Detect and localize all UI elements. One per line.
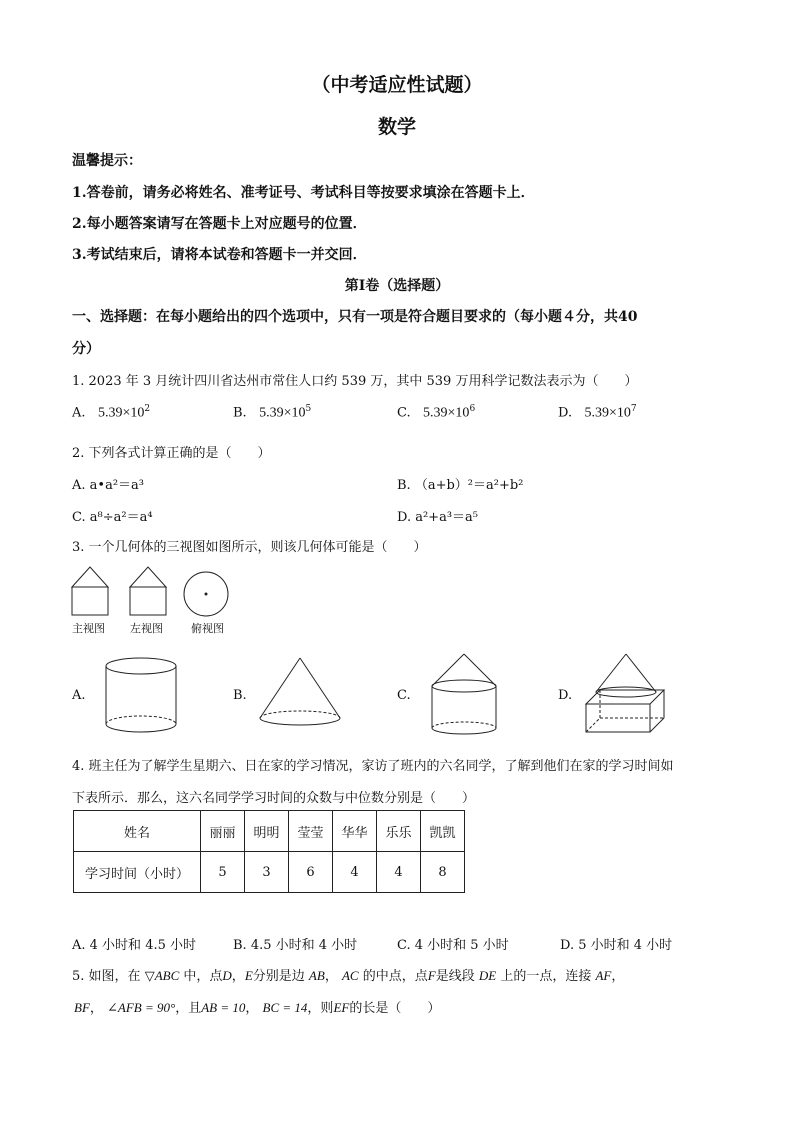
q1-option-c [397, 404, 475, 421]
volume-title: 第Ⅰ卷（选择题） [344, 278, 450, 294]
table-cell: 3 [245, 852, 289, 893]
q2-option-a: A. a•a²＝a³ [72, 478, 144, 493]
section-heading: 一、选择题：在每小题给出的四个选项中，只有一项是符合题目要求的（每小题４分，共40 [72, 309, 638, 325]
q5-equation: BC = 14 [262, 1000, 308, 1015]
q5-segment: AC [341, 968, 359, 983]
q5-text: ， [231, 969, 245, 984]
view-label-front: 主视图 [72, 622, 105, 635]
q2-option-b: B. （a+b）²＝a²+b² [397, 478, 524, 493]
q4-stem: 4. 班主任为了解学生星期六、日在家的学习情况，家访了班内的六名同学，了解到他们在家的学习时间如 [72, 759, 674, 774]
q2-option-d: D. a²+a³＝a⁵ [397, 510, 479, 525]
option-value: 5.39×10 [423, 405, 470, 421]
cone-on-cube-figure [584, 652, 668, 736]
option-value: 5.39×10 [584, 405, 631, 421]
study-time-table [73, 810, 465, 893]
table-header-row [74, 811, 465, 852]
option-label: C. [397, 405, 411, 421]
q5-point: D [222, 968, 232, 983]
table-row [74, 852, 465, 893]
q3-option-b-label: B. [233, 688, 247, 703]
q4-option-d: D. 5 小时和 4 小时 [560, 938, 673, 953]
cone-figure [258, 656, 342, 728]
q5-text: 上的一点，连接 [500, 969, 592, 984]
q4-option-c: C. 4 小时和 5 小时 [397, 938, 509, 953]
option-label: D. [558, 405, 573, 421]
view-label-top: 俯视图 [191, 622, 224, 635]
q5-triangle: ABC [154, 968, 180, 983]
option-label: A. [72, 405, 86, 421]
q3-stem: 3. 一个几何体的三视图如图所示，则该几何体可能是（ ） [72, 540, 427, 555]
section-heading-cont: 分） [72, 341, 100, 357]
q5-text: 中，点 [183, 969, 223, 984]
table-header-cell: 华华 [333, 811, 377, 852]
q1-option-a [72, 404, 150, 421]
tip-item-2: 2.每小题答案请写在答题卡上对应题号的位置． [72, 216, 367, 232]
q5-segment: AB [308, 968, 325, 983]
q5-text: 是线段 [435, 969, 475, 984]
q2-stem: 2. 下列各式计算正确的是（ ） [72, 446, 271, 461]
q4-option-b: B. 4.5 小时和 4 小时 [233, 938, 358, 953]
tip-item-1: 1.答卷前，请务必将姓名、准考证号、考试科目等按要求填涂在答题卡上． [72, 185, 535, 201]
q3-option-d-label: D. [558, 688, 573, 703]
cone-on-cylinder-figure [430, 652, 498, 738]
q5-stem-cont: BF， ∠AFB = 90°，且AB = 10， BC = 14，则EF的长是（ ） [74, 1000, 441, 1016]
q5-angle: ∠AFB = 90° [107, 1000, 176, 1015]
q1-option-d [558, 404, 637, 421]
table-cell: 4 [377, 852, 421, 893]
q5-segment: AF [595, 968, 612, 983]
table-header-cell: 明明 [245, 811, 289, 852]
table-cell: 5 [201, 852, 245, 893]
q4-option-a: A. 4 小时和 4.5 小时 [72, 938, 196, 953]
q5-segment: EF [333, 1000, 350, 1015]
option-label: B. [233, 405, 247, 421]
paper-title: （中考适应性试题） [311, 74, 483, 96]
table-header-cell: 姓名 [74, 811, 201, 852]
tip-item-3: 3.考试结束后，请将本试卷和答题卡一并交回． [72, 247, 367, 263]
subject-title: 数学 [377, 116, 416, 138]
q5-text: ，且 [175, 1001, 202, 1016]
table-cell: 8 [421, 852, 465, 893]
q5-stem: 5. 如图，在 ▽ABC 中，点D，E分别是边 AB， AC 的中点，点F是线段 DE 上的一点，连接 AF， [72, 968, 625, 984]
table-cell: 6 [289, 852, 333, 893]
q1-option-b [233, 404, 311, 421]
option-value: 5.39×10 [97, 405, 145, 421]
table-cell: 4 [333, 852, 377, 893]
q1-stem: 1. 2023 年 3 月统计四川省达州市常住人口约 539 万，其中 539 万用科学记数法表示为（ ） [72, 374, 638, 389]
q5-point: E [244, 968, 253, 983]
tips-heading: 温馨提示： [72, 153, 142, 169]
q3-option-a-label: A. [72, 688, 86, 703]
triangle-symbol: ▽ [144, 968, 155, 983]
option-exponent: 5 [305, 404, 312, 414]
top-view-figure [182, 570, 230, 618]
view-label-side: 左视图 [130, 622, 163, 635]
q5-text: 的长是（ ） [349, 1001, 441, 1016]
q5-text: 分别是边 [252, 969, 305, 984]
q4-stem-cont: 下表所示．那么，这六名同学学习时间的众数与中位数分别是（ ） [72, 791, 476, 806]
option-exponent: 6 [469, 404, 476, 414]
option-value: 5.39×10 [259, 405, 306, 421]
side-view-figure [128, 565, 168, 617]
q5-text: 的中点，点 [362, 969, 428, 984]
option-exponent: 7 [630, 404, 637, 414]
table-row-label: 学习时间（小时） [74, 852, 201, 893]
cylinder-figure [104, 656, 178, 736]
q5-segment: BF [74, 1000, 90, 1015]
table-header-cell: 丽丽 [201, 811, 245, 852]
table-header-cell: 凯凯 [421, 811, 465, 852]
table-header-cell: 莹莹 [289, 811, 333, 852]
q3-option-c-label: C. [397, 688, 411, 703]
q5-equation: AB = 10 [201, 1000, 246, 1015]
q5-text: ，则 [307, 1001, 334, 1016]
q5-text: 5. 如图，在 [72, 969, 141, 984]
table-header-cell: 乐乐 [377, 811, 421, 852]
front-view-figure [70, 565, 110, 617]
q5-point: F [427, 968, 436, 983]
q2-option-c: C. a⁸÷a²＝a⁴ [72, 510, 153, 525]
option-exponent: 2 [144, 404, 151, 414]
q5-segment: DE [478, 968, 497, 983]
